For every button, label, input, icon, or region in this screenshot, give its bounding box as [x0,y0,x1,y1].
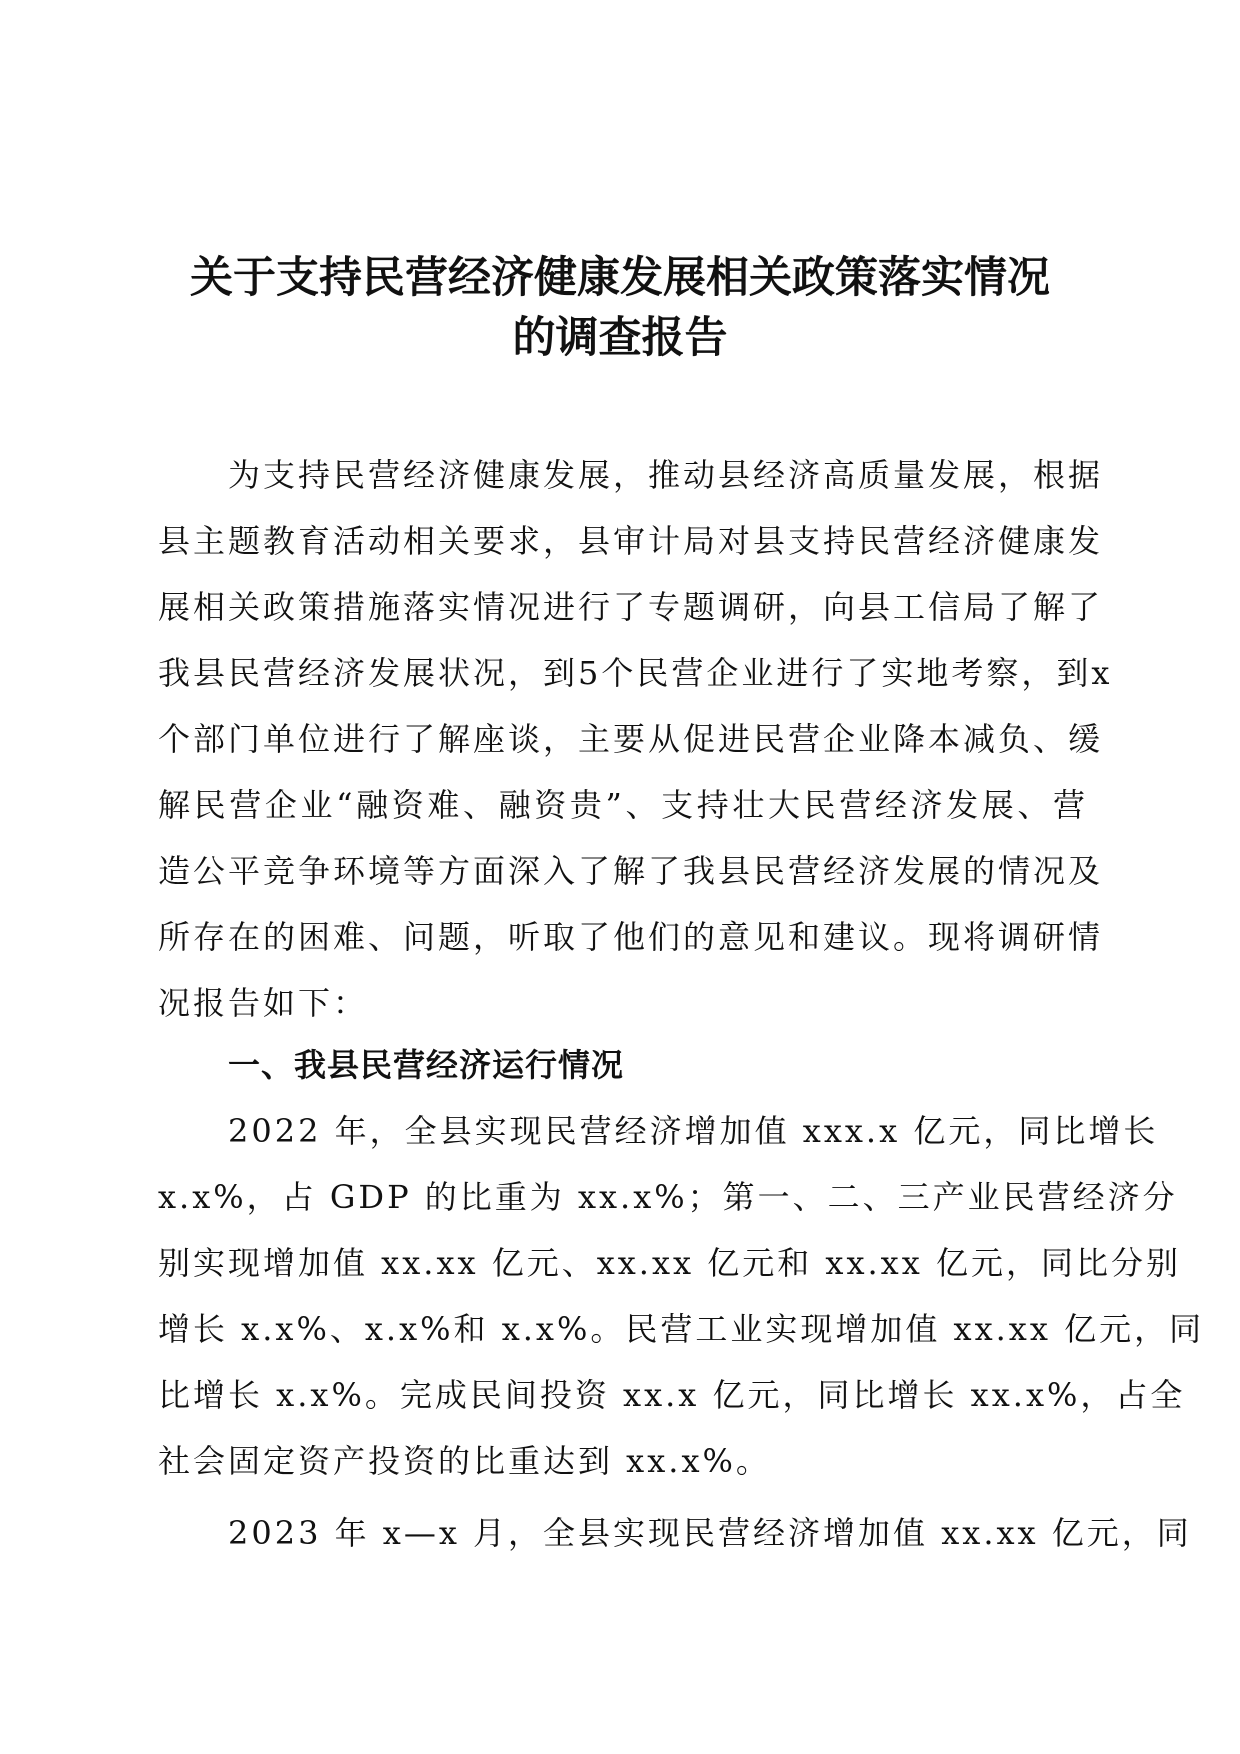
intro-line: 造公平竞争环境等方面深入了解了我县民营经济发展的情况及 [158,852,1104,890]
intro-line: 我县民营经济发展状况，到5个民营企业进行了实地考察，到x [158,654,1113,692]
paragraph-2022 [158,1098,1205,1494]
paragraph-line: 别实现增加值 xx.xx 亿元、xx.xx 亿元和 xx.xx 亿元，同比分别 [158,1244,1181,1282]
intro-paragraph [158,442,1113,1036]
paragraph-line: x.x%，占 GDP 的比重为 xx.x%；第一、二、三产业民营经济分 [158,1178,1178,1216]
title-line-2: 的调查报告 [512,313,728,363]
paragraph-2023 [158,1500,1192,1566]
section-heading-1: 一、我县民营经济运行情况 [228,1046,625,1084]
intro-line: 解民营企业“融资难、融资贵”、支持壮大民营经济发展、营 [158,786,1088,824]
paragraph-line: 社会固定资产投资的比重达到 xx.x%。 [158,1442,771,1480]
intro-line: 况报告如下： [158,984,369,1022]
paragraph-line: 比增长 x.x%。完成民间投资 xx.x 亿元，同比增长 xx.x%，占全 [158,1376,1186,1414]
paragraph-line: 增长 x.x%、x.x%和 x.x%。民营工业实现增加值 xx.xx 亿元，同 [158,1310,1205,1348]
intro-line: 为支持民营经济健康发展，推动县经济高质量发展，根据 [228,456,1104,494]
intro-line: 所存在的困难、问题，听取了他们的意见和建议。现将调研情 [158,918,1104,956]
paragraph-line: 2023 年 x—x 月，全县实现民营经济增加值 xx.xx 亿元，同 [228,1514,1192,1552]
document-title [140,248,1100,368]
intro-line: 个部门单位进行了解座谈，主要从促进民营企业降本减负、缓 [158,720,1104,758]
title-line-1: 关于支持民营经济健康发展相关政策落实情况 [190,253,1050,303]
intro-line: 展相关政策措施落实情况进行了专题调研，向县工信局了解了 [158,588,1104,626]
intro-line: 县主题教育活动相关要求，县审计局对县支持民营经济健康发 [158,522,1104,560]
paragraph-line: 2022 年，全县实现民营经济增加值 xxx.x 亿元，同比增长 [228,1112,1159,1150]
